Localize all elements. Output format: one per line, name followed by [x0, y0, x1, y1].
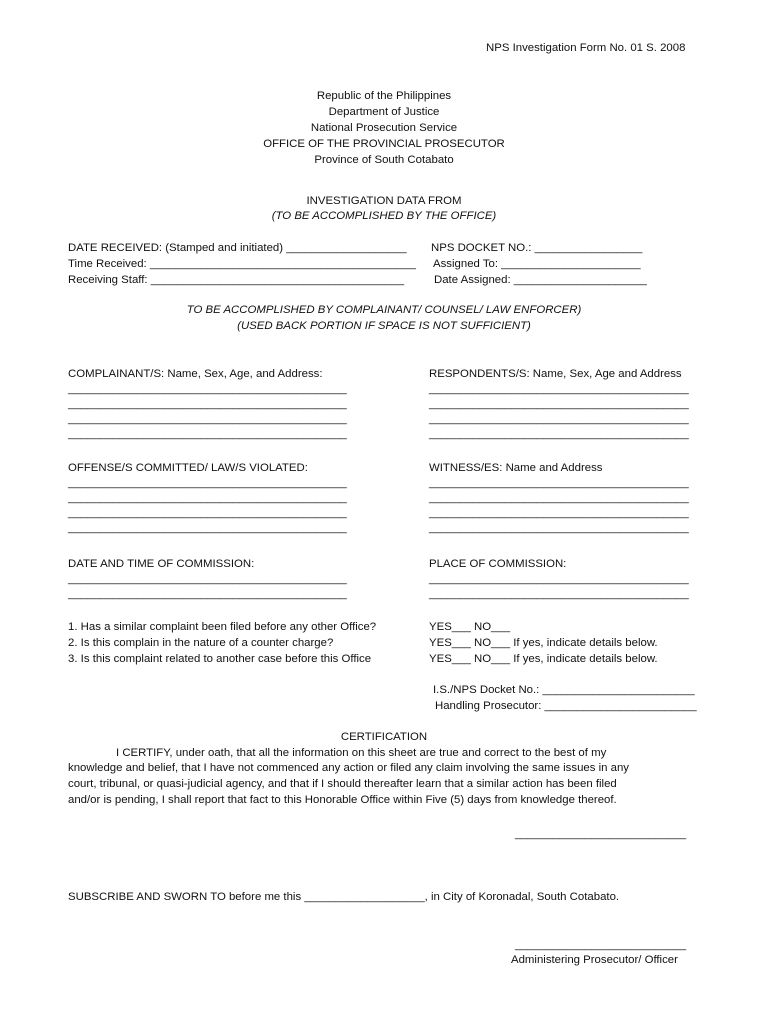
offense-blank-line: ____________________________________________	[68, 477, 347, 489]
docket-no-field: I.S./NPS Docket No.: ________________________	[433, 684, 695, 696]
respondents-blank-line: _________________________________________	[429, 428, 689, 440]
form-number: NPS Investigation Form No. 01 S. 2008	[486, 42, 686, 54]
certification-signature-line: ___________________________	[515, 828, 687, 840]
question-3: 3. Is this complaint related to another case before this Office	[68, 653, 372, 665]
header-office: OFFICE OF THE PROVINCIAL PROSECUTOR	[263, 138, 505, 150]
date-time-blank-line: ____________________________________________	[68, 588, 347, 600]
complainants-label: COMPLAINANT/S: Name, Sex, Age, and Address:	[68, 368, 323, 380]
complainants-blank-line: ____________________________________________	[68, 413, 347, 425]
respondents-section	[429, 368, 689, 443]
question-2: 2. Is this complain in the nature of a counter charge?	[68, 637, 334, 649]
header-service: National Prosecution Service	[310, 122, 458, 134]
instruction-line1: TO BE ACCOMPLISHED BY COMPLAINANT/ COUNSEL/ LAW ENFORCER)	[186, 304, 582, 316]
question-1: 1. Has a similar complaint been filed before any other Office?	[68, 621, 377, 633]
place-blank-line: _________________________________________	[429, 588, 689, 600]
date-time-section	[68, 558, 347, 603]
complainants-blank-line: ____________________________________________	[68, 398, 347, 410]
instruction-line2: (USED BACK PORTION IF SPACE IS NOT SUFFICIENT)	[237, 320, 531, 332]
time-received-field: Time Received: __________________________________________	[68, 258, 416, 270]
respondents-blank-line: _________________________________________	[429, 413, 689, 425]
question-3-answer: YES___ NO___ If yes, indicate details below.	[429, 653, 658, 665]
place-blank-line: _________________________________________	[429, 573, 689, 585]
offense-blank-line: ____________________________________________	[68, 492, 347, 504]
question-1-answer: YES___ NO___	[429, 621, 511, 633]
certification-text	[68, 747, 708, 810]
complainants-section	[68, 368, 347, 443]
witnesses-blank-line: _________________________________________	[429, 507, 689, 519]
witnesses-blank-line: _________________________________________	[429, 522, 689, 534]
place-label: PLACE OF COMMISSION:	[429, 558, 567, 570]
certification-line: and/or is pending, I shall report that fact to this Honorable Office within Five (5) days from knowledge thereof.	[68, 794, 617, 806]
respondents-label: RESPONDENTS/S: Name, Sex, Age and Address	[429, 368, 682, 380]
place-section	[429, 558, 689, 603]
certification-title: CERTIFICATION	[340, 731, 428, 743]
respondents-blank-line: _________________________________________	[429, 383, 689, 395]
witnesses-label: WITNESS/ES: Name and Address	[429, 462, 603, 474]
receiving-staff-field: Receiving Staff: ________________________________________	[68, 274, 405, 286]
sworn-statement: SUBSCRIBE AND SWORN TO before me this ___________________, in City of Koronadal, South Cotabato.	[68, 891, 620, 903]
offense-label: OFFENSE/S COMMITTED/ LAW/S VIOLATED:	[68, 462, 308, 474]
witnesses-section	[429, 462, 689, 537]
certification-line: I CERTIFY, under oath, that all the information on this sheet are true and correct to the best of my	[116, 747, 607, 759]
form-title: INVESTIGATION DATA FROM	[306, 195, 462, 207]
date-received-field: DATE RECEIVED: (Stamped and initiated) ___________________	[68, 242, 407, 254]
form-subtitle: (TO BE ACCOMPLISHED BY THE OFFICE)	[271, 210, 497, 222]
witnesses-blank-line: _________________________________________	[429, 477, 689, 489]
certification-line: court, tribunal, or quasi-judicial agency, and that if I should thereafter learn that a similar action has been filed	[68, 778, 617, 790]
complainants-blank-line: ____________________________________________	[68, 428, 347, 440]
date-time-label: DATE AND TIME OF COMMISSION:	[68, 558, 255, 570]
witnesses-blank-line: _________________________________________	[429, 492, 689, 504]
offense-blank-line: ____________________________________________	[68, 507, 347, 519]
date-assigned-field: Date Assigned: _____________________	[434, 274, 647, 286]
nps-docket-field: NPS DOCKET NO.: _________________	[431, 242, 643, 254]
administering-signature-line: ___________________________	[515, 939, 687, 951]
header-province: Province of South Cotabato	[314, 154, 454, 166]
certification-line: knowledge and belief, that I have not commenced any action or filed any claim involving the same issues in any	[68, 762, 629, 774]
header-republic: Republic of the Philippines	[316, 90, 452, 102]
date-time-blank-line: ____________________________________________	[68, 573, 347, 585]
offense-blank-line: ____________________________________________	[68, 522, 347, 534]
respondents-blank-line: _________________________________________	[429, 398, 689, 410]
offense-section	[68, 462, 347, 537]
handling-prosecutor-field: Handling Prosecutor: ________________________	[435, 700, 697, 712]
administering-label: Administering Prosecutor/ Officer	[511, 954, 678, 966]
complainants-blank-line: ____________________________________________	[68, 383, 347, 395]
question-2-answer: YES___ NO___ If yes, indicate details below.	[429, 637, 658, 649]
assigned-to-field: Assigned To: ______________________	[433, 258, 641, 270]
header-department: Department of Justice	[328, 106, 440, 118]
